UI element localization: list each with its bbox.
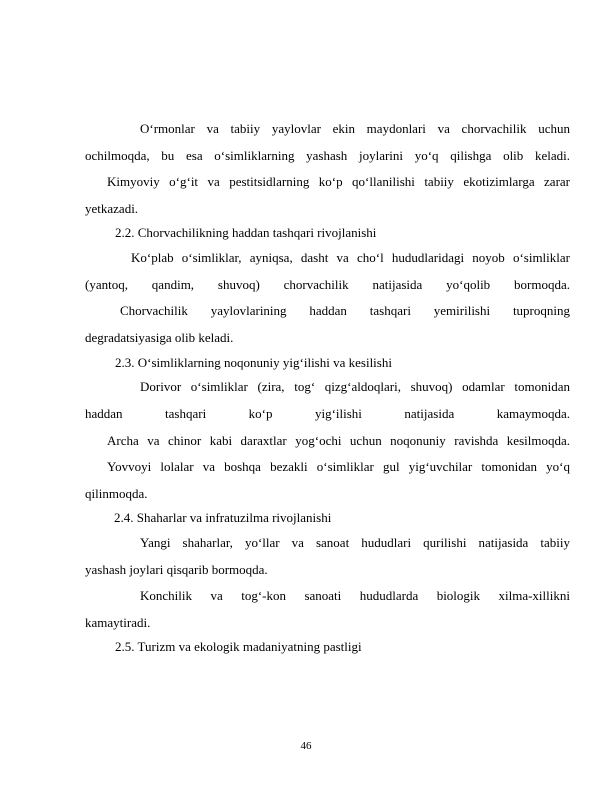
section-heading-2-5: 2.5. Turizm va ekologik madaniyatning pastligi	[115, 639, 362, 655]
paragraph-line: (yantoq, qandim, shuvoq) chorvachilik natijasida yo‘qolib bormoqda.	[85, 276, 570, 292]
paragraph-line: degradatsiyasiga olib keladi.	[85, 329, 234, 345]
paragraph-line: Archa va chinor kabi daraxtlar yog‘ochi uchun noqonuniy ravishda kesilmoqda.	[107, 432, 570, 448]
paragraph-line: Dorivor o‘simliklar (zira, tog‘ qizg‘aldoqlari, shuvoq) odamlar tomonidan	[140, 379, 570, 395]
page-number: 46	[300, 740, 312, 752]
paragraph-line: qilinmoqda.	[85, 485, 148, 501]
paragraph-line: haddan tashqari ko‘p yig‘ilishi natijasida kamaymoqda.	[85, 405, 570, 421]
paragraph-line: O‘rmonlar va tabiiy yaylovlar ekin maydonlari va chorvachilik uchun	[140, 121, 570, 136]
paragraph-line: yetkazadi.	[85, 200, 139, 216]
section-heading-2-3: 2.3. O‘simliklarning noqonuniy yig‘ilishi va kesilishi	[115, 354, 392, 370]
paragraph-line: Yangi shaharlar, yo‘llar va sanoat hududlari qurilishi natijasida tabiiy	[140, 535, 570, 551]
paragraph-line: Kimyoviy o‘g‘it va pestitsidlarning ko‘p qo‘llanilishi tabiiy ekotizimlarga zarar	[107, 174, 570, 190]
page-content	[85, 116, 570, 659]
paragraph-line: kamaytiradi.	[85, 614, 151, 630]
paragraph-line: ochilmoqda, bu esa o‘simliklarning yashash joylarini yo‘q qilishga olib keladi.	[85, 147, 570, 163]
section-heading-2-4: 2.4. Shaharlar va infratuzilma rivojlanishi	[114, 510, 332, 526]
section-heading-2-2: 2.2. Chorvachilikning haddan tashqari rivojlanishi	[115, 225, 377, 241]
paragraph-line: Ko‘plab o‘simliklar, ayniqsa, dasht va cho‘l hududlaridagi noyob o‘simliklar	[131, 250, 570, 266]
paragraph-line: Konchilik va tog‘-kon sanoati hududlarda biologik xilma-xillikni	[140, 588, 570, 604]
paragraph-line: Chorvachilik yaylovlarining haddan tashqari yemirilishi tuproqning	[120, 303, 570, 319]
paragraph-line: Yovvoyi lolalar va boshqa bezakli o‘simliklar gul yig‘uvchilar tomonidan yo‘q	[107, 459, 570, 475]
paragraph-line: yashash joylari qisqarib bormoqda.	[85, 561, 268, 577]
